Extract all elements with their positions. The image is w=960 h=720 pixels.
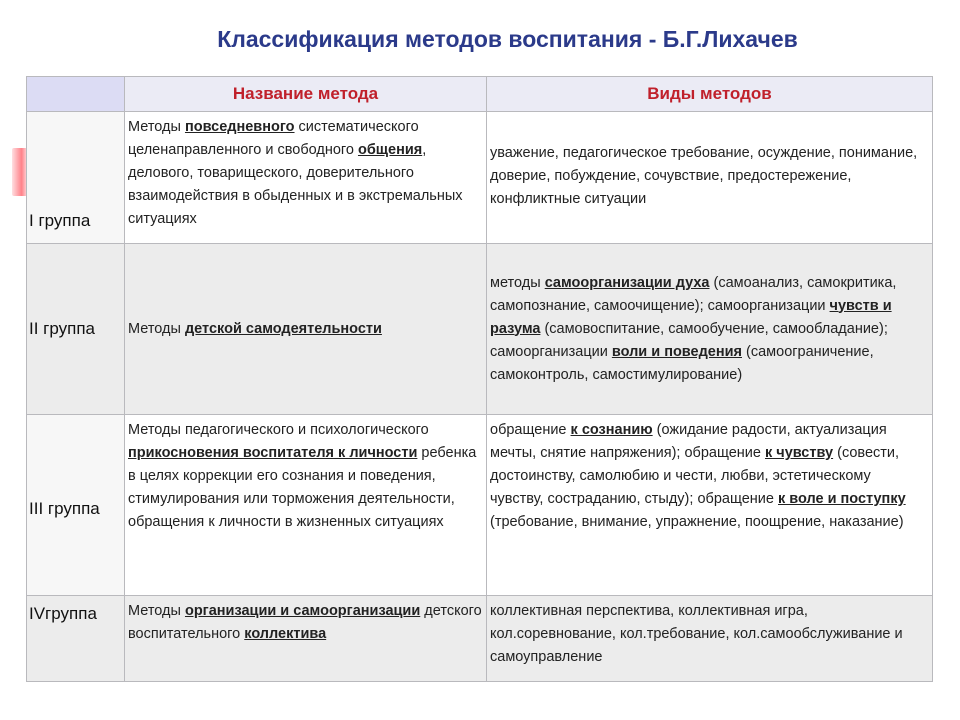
cell-text: (требование, внимание, упражнение, поощрение, наказание)	[490, 514, 904, 530]
emphasized-text: к чувству	[764, 445, 834, 461]
table-header-row	[27, 77, 933, 112]
group-label: II группа	[27, 244, 125, 415]
emphasized-text: чувств и разума	[490, 297, 892, 337]
method-name-cell	[125, 244, 487, 415]
method-name-cell	[125, 415, 487, 596]
emphasized-text: общения	[357, 142, 423, 158]
group-label: IVгруппа	[27, 596, 125, 682]
emphasized-text: детской самодеятельности	[184, 320, 382, 337]
method-types-cell	[487, 596, 933, 682]
header-corner-cell	[27, 77, 125, 112]
group-label: I группа	[27, 112, 125, 244]
table-row	[27, 112, 933, 244]
cell-text: детского воспитательного	[128, 603, 482, 642]
cell-text: Методы педагогического и психологического	[128, 422, 429, 438]
cell-text: (ожидание радости, актуализация мечты, снятие напряжения); обращение	[490, 422, 887, 461]
cell-text: Методы	[128, 119, 185, 135]
emphasized-text: к сознанию	[570, 422, 653, 438]
methods-table	[26, 76, 933, 682]
cell-text: уважение, педагогическое требование, осуждение, понимание, доверие, побуждение, сочувствие, предостережение, конфликтные ситуации	[490, 145, 918, 207]
table-row	[27, 244, 933, 415]
emphasized-text: воли и поведения	[611, 343, 742, 360]
cell-text: (самовоспитание, самообучение, самообладание); самоорганизации	[490, 320, 888, 360]
method-name-cell	[125, 596, 487, 682]
cell-text: Методы	[128, 603, 185, 619]
emphasized-text: повседневного	[184, 119, 295, 135]
cell-text: (совести, достоинству, самолюбию и чести, любви, эстетическому чувству, состраданию, стыду); обращение	[490, 445, 900, 507]
cell-text: , делового, товарищеского, доверительного взаимодействия в обыденных и в экстремальных ситуациях	[128, 142, 463, 227]
cell-text: Методы	[128, 320, 185, 337]
table-row	[27, 596, 933, 682]
header-method-types: Виды методов	[487, 77, 933, 112]
cell-text: коллективная перспектива, коллективная игра, кол.соревнование, кол.требование, кол.самообслуживание и самоуправление	[490, 603, 903, 665]
method-name-cell	[125, 112, 487, 244]
emphasized-text: прикосновения воспитателя к личности	[128, 445, 418, 461]
cell-text: ребенка в целях коррекции его сознания и поведения, стимулирования или торможения деятельности, обращения к личности в жизненных ситуациях	[128, 445, 477, 530]
cell-text: методы	[490, 274, 545, 291]
method-types-cell	[487, 112, 933, 244]
cell-text: (самоанализ, самокритика, самопознание, самоочищение); самоорганизации	[490, 274, 897, 314]
emphasized-text: самоорганизации духа	[544, 274, 710, 291]
emphasized-text: к воле и поступку	[777, 491, 906, 507]
group-label: III группа	[27, 415, 125, 596]
method-types-cell	[487, 244, 933, 415]
header-method-name: Название метода	[125, 77, 487, 112]
emphasized-text: организации и самоорганизации	[184, 603, 421, 619]
cell-text: (самоограничение, самоконтроль, самостимулирование)	[490, 343, 874, 383]
cell-text: систематического целенаправленного и свободного	[128, 119, 419, 158]
emphasized-text: коллектива	[244, 626, 327, 642]
table-row	[27, 415, 933, 596]
page-title: Классификация методов воспитания - Б.Г.Лихачев	[217, 26, 798, 52]
method-types-cell	[487, 415, 933, 596]
cell-text: обращение	[490, 422, 571, 438]
